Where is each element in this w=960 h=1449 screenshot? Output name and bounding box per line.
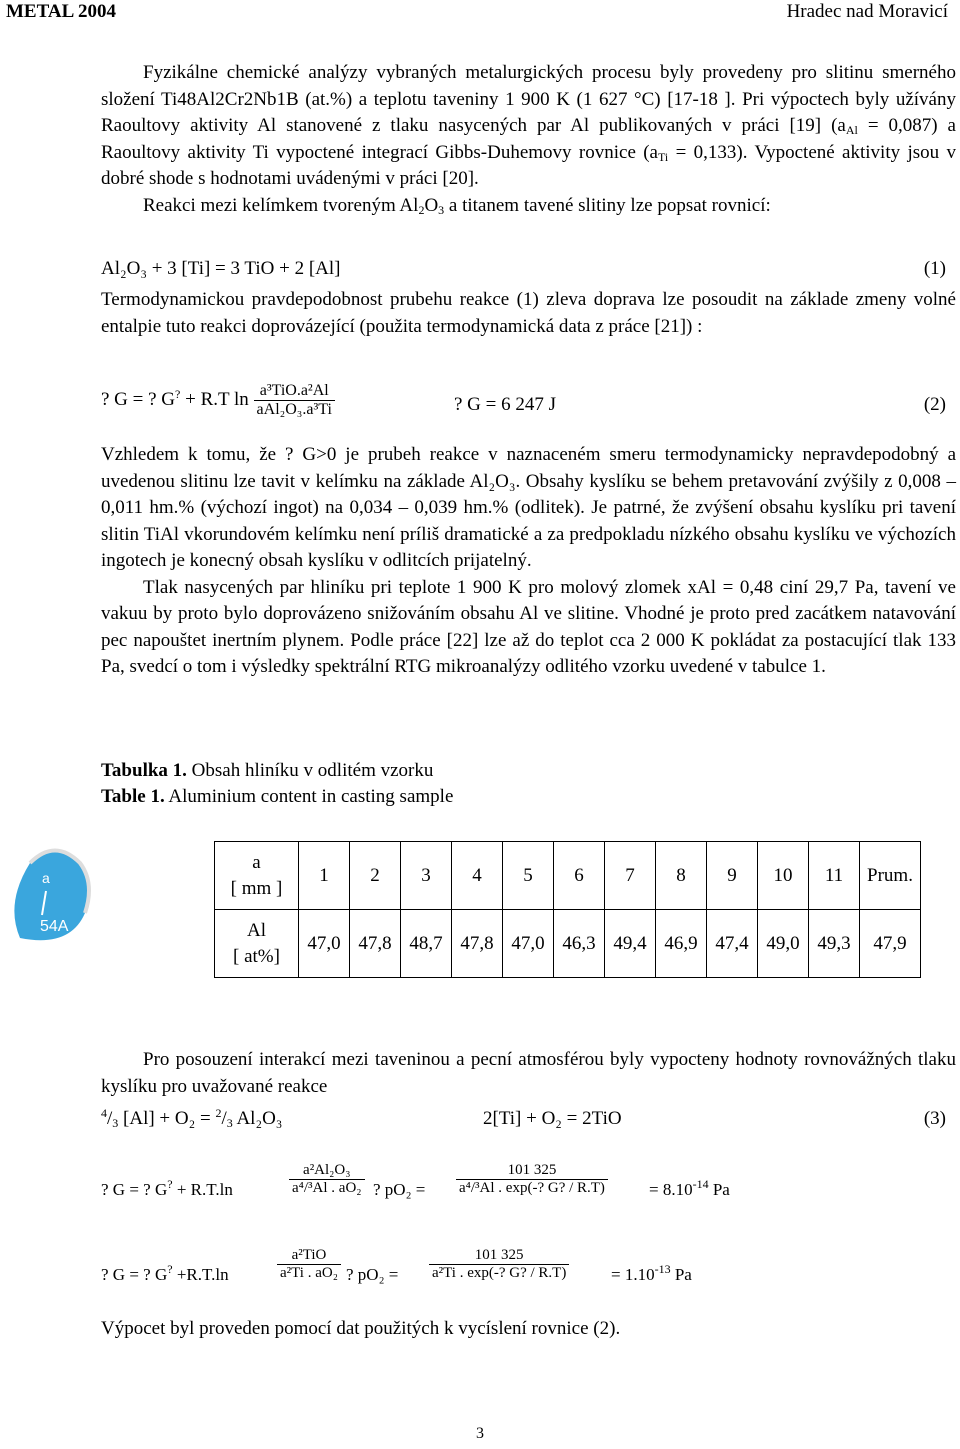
table-row: Al [ at%] 47,0 47,8 48,7 47,8 47,0 46,3 49,4 46,9 47,4 49,0 49,3 47,9 [215,910,921,978]
sample-marker-image [0,843,96,953]
equation-5: ? G = ? G? +R.T.ln a²TiO a²Ti . aO₂ ? pO₂ = $\frac{101 325}{\text{a²Ti . exp(-? G? / R.T)}}$ = $1.10^{-13}$ Pa [101,1247,692,1284]
svg-text:a: a [42,870,50,886]
table-row: a [ mm ] 1 2 3 4 5 6 7 8 9 10 11 Prum. [215,842,921,910]
equation-2: ? G = ? G? + R.T ln $\frac{\text{a³TiO.a²Al}}{\text{aAl₂O₃.a³Ti}}$ ? G = 6 247 J (2) [101,382,946,418]
paragraph-oxygen: Pro posouzení interakcí mezi taveninou a pecní atmosférou byly vypocteny hodnoty rovnovážných tlaku kyslíku pro uvažované reakce [101,1049,956,1097]
paragraph-thermo: Termodynamickou pravdepodobnost prubehu reakce (1) zleva doprava lze posoudit na základe zmeny volné entalpie tuto reakci doprovázející (použita termodynamická data z práce [21]) : [101,289,956,337]
header-right: Hradec nad Moravicí [786,1,948,22]
equation-3: $^4/_3$ $[Al] + O_2 = ^2/_3$ Al₂O₃ 2[Ti] + O₂ = 2TiO (3) [101,1106,946,1130]
table-caption-cz: Tabulka 1. Obsah hliníku v odlitém vzorku [101,760,434,781]
page-header [0,0,960,26]
equation-4: ? G = ? G? + R.T.ln $\frac{\text{a²Al₂O₃}}{\text{a⁴/³Al . aO₂}}$ ? pO₂ = $\frac{101 325}{\text{a⁴/³Al . exp(-? G? / R.T)}}$ = $8.10^{-14}$ Pa [101,1162,730,1199]
svg-text:54A: 54A [40,918,69,935]
paragraph-conclusion: Vzhledem k tomu, že ? G>0 je prubeh reakce v naznaceném smeru termodynamicky nepravdepodobný a uvedenou slitinu lze tavit v kelímku na základe Al₂O₃. Obsahy kyslíku se behem pretavování zvýšily z 0,008 – 0,011 hm.% (výchozí ingot) na 0,034 – 0,039 hm.% (odlitek). Je patrné, že zvýšení obsahu kyslíku pri tavení slitin TiAl vkorundovém kelímku není príliš dramatické a za predpokladu nízkého obsahu kyslíku ve výchozích ingotech je konecný obsah kyslíku v odlitcích prijatelný. Tlak nasycených par hliníku pri teplote 1 900 K pro molový zlomek xAl = 0,48 ciní 29,7 Pa, tavení ve vakuu by proto bylo doprovázeno snižováním obsahu Al ve slitine. Vhodné je proto pred zacátkem natavování pec napouštet inertním plynem. Podle práce [22] lze až do teplot cca 2 000 K pokládat za postacující tlak 133 Pa, svedcí o tom i výsledky spektrální RTG mikroanalýzy odlitého vzorku uvedené v tabulce 1. [101,444,956,677]
header-left: METAL 2004 [6,1,116,22]
paragraph-intro: Fyzikálne chemické analýzy vybraných metalurgických procesu byly provedeny pro slitinu smerného složení Ti48Al2Cr2Nb1B (at.%) a teplotu taveniny 1 900 K (1 627 °C) [17-18 ]. Pri výpoctech byly užívány Raoultovy aktivity Al stanovené z tlaku nasycených par Al publikovaných v práci [19] $(a_{Al} = 0,087)$ a Raoultovy aktivity Ti vypoctené integrací Gibbs-Duhemovy rovnice $(a_{Ti} = 0,133)$. Vypoctené aktivity jsou v dobré shode s hodnotami uvádenými v práci [20]. Reakci mezi kelímkem tvoreným $Al_2O_3$ a titanem tavené slitiny lze popsat rovnicí: [101,62,956,217]
aluminium-table [214,841,921,978]
page-number: 3 [476,1425,484,1442]
paragraph-final: Výpocet byl proveden pomocí dat použitých k vycíslení rovnice (2). [101,1318,621,1339]
table-caption-en: Table 1. Aluminium content in casting sample [101,786,454,807]
equation-1: Al₂O₃ + 3 [Ti] = 3 TiO + 2 [Al] (1) [101,258,946,279]
